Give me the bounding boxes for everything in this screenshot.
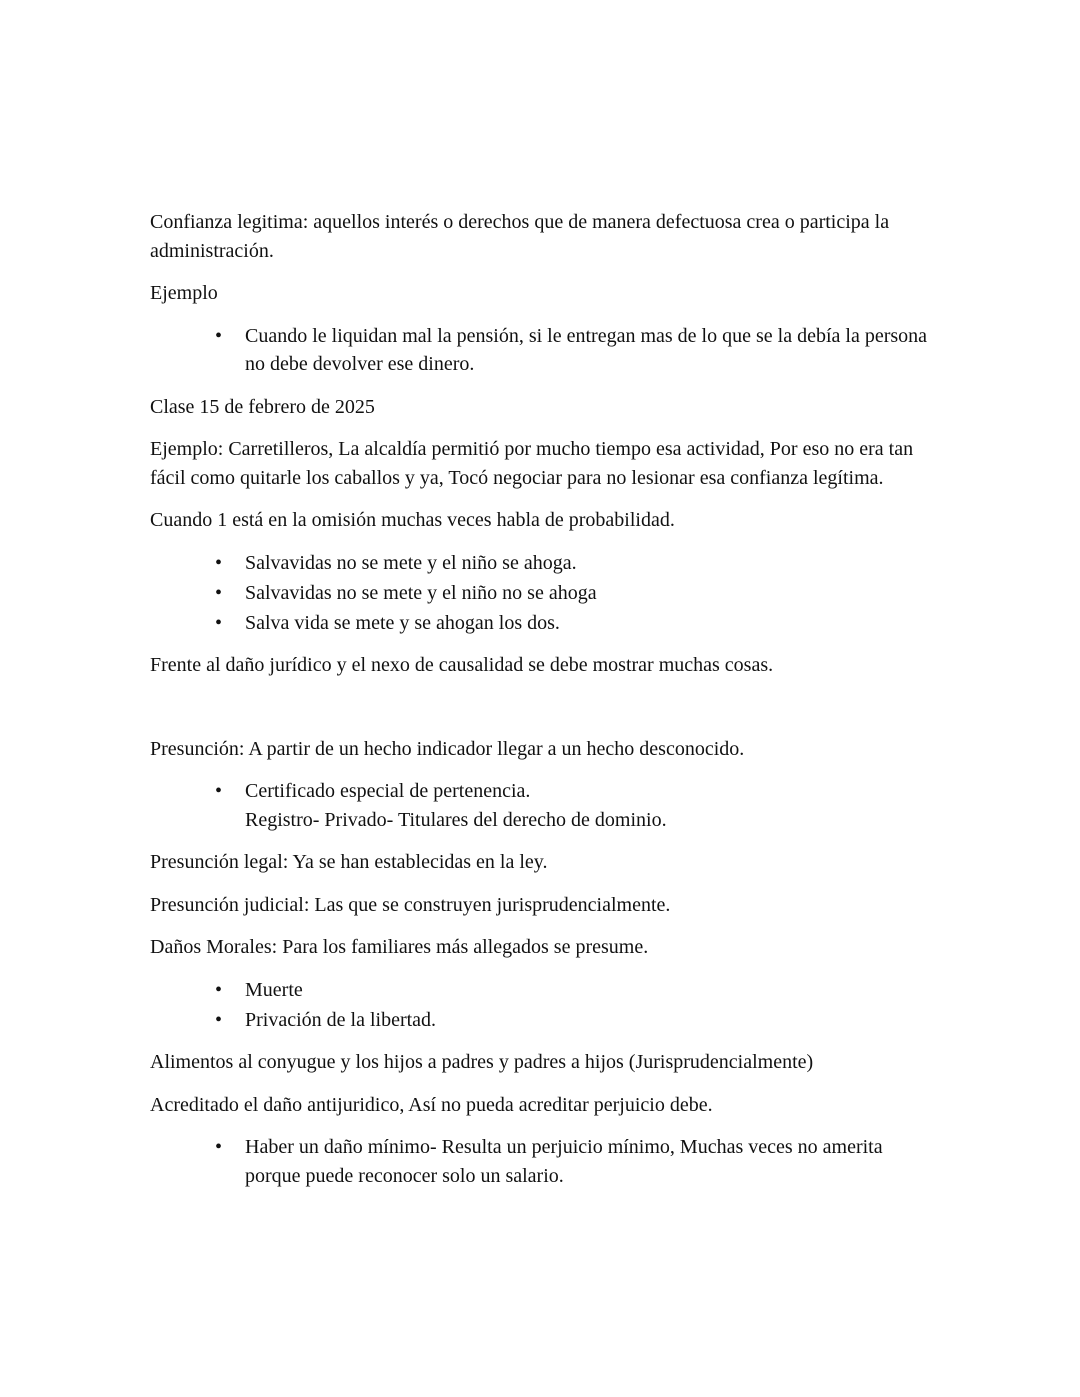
list-item: • Privación de la libertad. (245, 1006, 940, 1035)
paragraph-clase-fecha: Clase 15 de febrero de 2025 (150, 395, 375, 418)
paragraph-omision: Cuando 1 está en la omisión muchas veces habla de probabilidad. (150, 509, 675, 531)
list-item: • Salvavidas no se mete y el niño se ahoga. (245, 549, 940, 578)
list-item: • Salva vida se mete y se ahogan los dos. (245, 609, 940, 638)
bullet-list-salvavidas (150, 549, 940, 638)
list-item-main: • Certificado especial de pertenencia. (245, 780, 531, 802)
paragraph-presuncion-legal: Presunción legal: Ya se han establecidas en la ley. (150, 851, 548, 873)
bullet-list-certificado (150, 777, 940, 834)
paragraph-acreditado: Acreditado el daño antijuridico, Así no pueda acreditar perjuicio debe. (150, 1093, 713, 1116)
paragraph-presuncion-judicial: Presunción judicial: Las que se construyen jurisprudencialmente. (150, 893, 671, 916)
bullet-list-pension (150, 322, 940, 379)
paragraph-dano-juridico: Frente al daño jurídico y el nexo de causalidad se debe mostrar muchas cosas. (150, 654, 774, 676)
paragraph-alimentos: Alimentos al conyugue y los hijos a padres y padres a hijos (Jurisprudencialmente) (150, 1051, 814, 1073)
paragraph-ejemplo-label: Ejemplo (150, 282, 218, 304)
list-item (245, 777, 940, 834)
paragraph-ejemplo-carretilleros: Ejemplo: Carretilleros, La alcaldía permitió por mucho tiempo esa actividad, Por eso no era tan fácil como quitarle los caballos y ya, Tocó negociar para no lesionar esa confianza legítima. (150, 438, 914, 489)
paragraph-confianza-legitima: Confianza legitima: aquellos interés o derechos que de manera defectuosa crea o participa la administración. (150, 211, 890, 262)
paragraph-danos-morales: Daños Morales: Para los familiares más allegados se presume. (150, 936, 649, 958)
list-item: • Haber un daño mínimo- Resulta un perjuicio mínimo, Muchas veces no amerita porque puede reconocer solo un salario. (245, 1133, 940, 1190)
blank-line (150, 694, 940, 735)
list-item-sub: Registro- Privado- Titulares del derecho de dominio. (245, 808, 667, 831)
list-item: • Salvavidas no se mete y el niño no se ahoga (245, 579, 940, 608)
bullet-list-danos (150, 976, 940, 1035)
list-item: • Cuando le liquidan mal la pensión, si le entregan mas de lo que se la debía la persona no debe devolver ese dinero. (245, 322, 940, 379)
bullet-list-dano-minimo (150, 1133, 940, 1190)
list-item: • Muerte (245, 976, 940, 1005)
paragraph-presuncion: Presunción: A partir de un hecho indicador llegar a un hecho desconocido. (150, 737, 745, 760)
document-page (150, 208, 940, 1204)
